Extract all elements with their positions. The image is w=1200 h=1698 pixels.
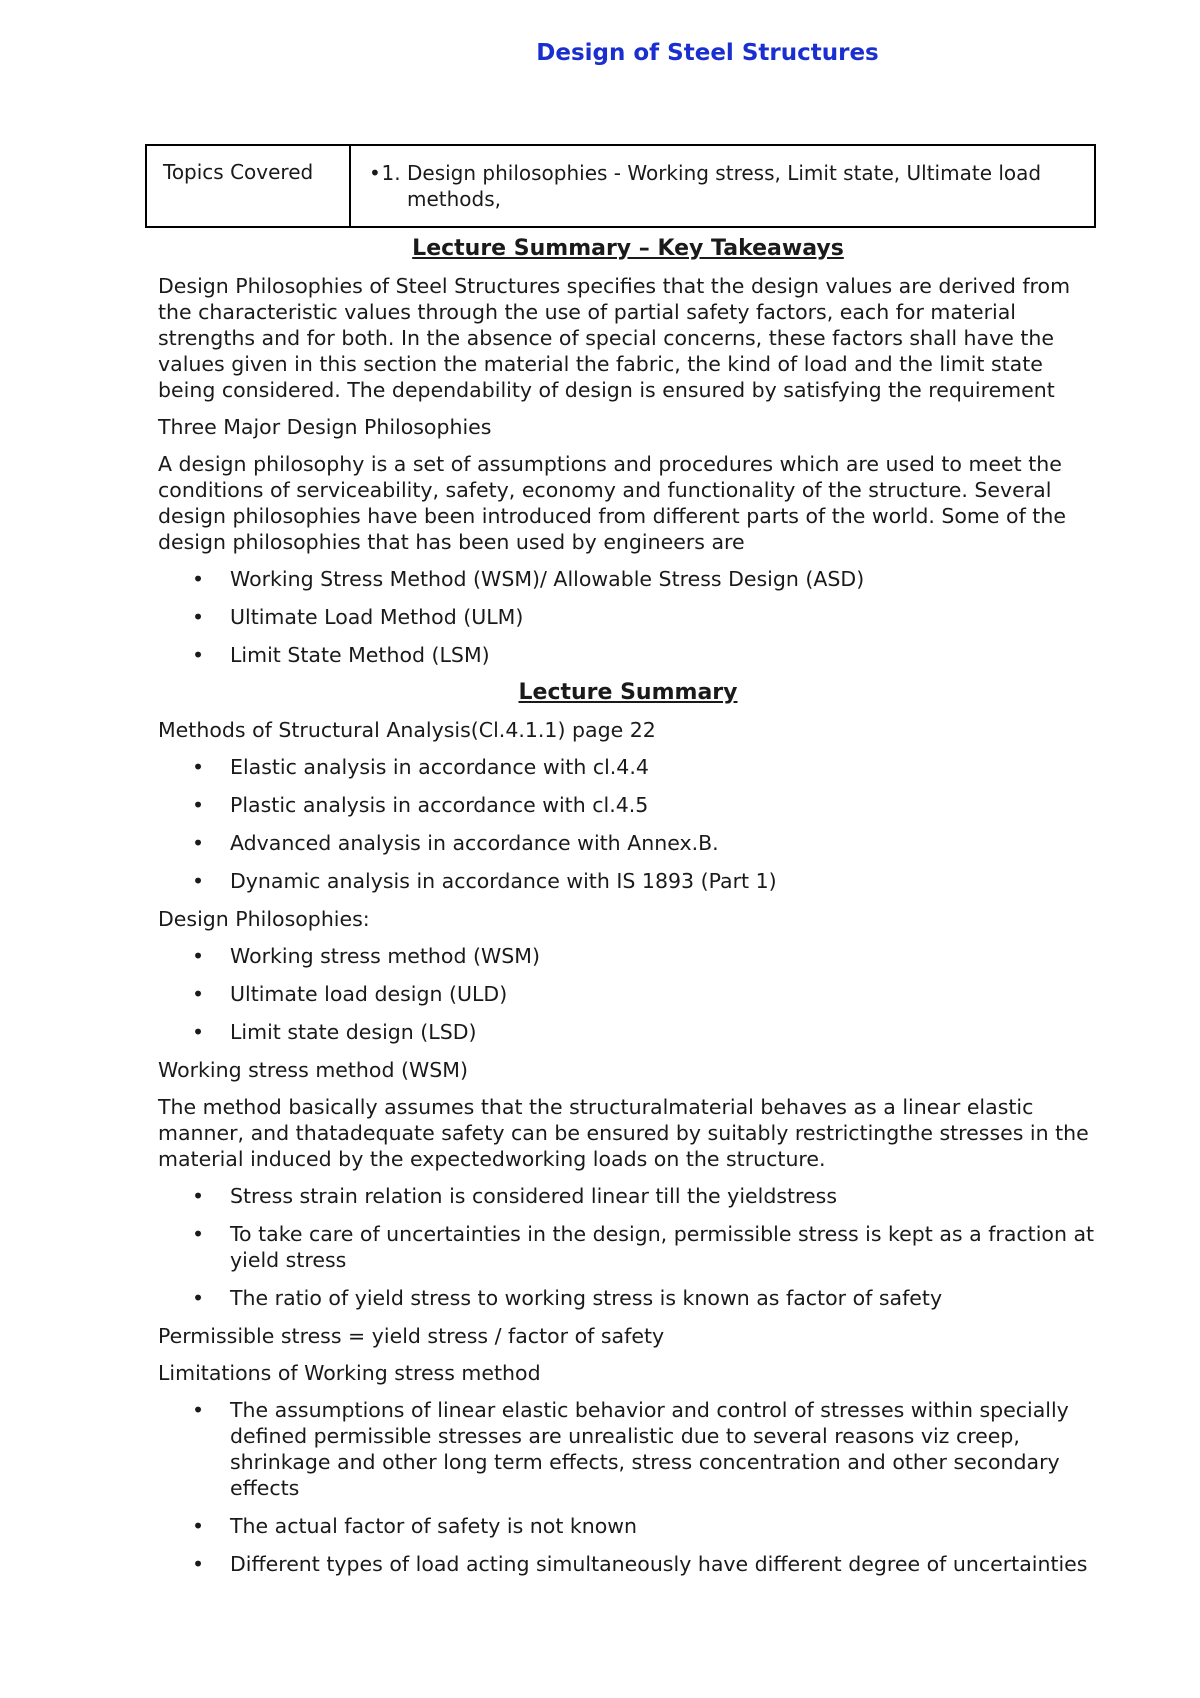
list-item: • Advanced analysis in accordance with Annex.B.: [230, 830, 1098, 856]
page-title: Design of Steel Structures: [536, 40, 879, 66]
paragraph: Working stress method (WSM): [158, 1058, 468, 1082]
paragraph: Permissible stress = yield stress / factor of safety: [158, 1324, 665, 1348]
list-item: • The assumptions of linear elastic behavior and control of stresses within specially defined permissible stresses are unrealistic due to several reasons viz creep, shrinkage and other long term effects, stress concentration and other secondary effects: [230, 1397, 1098, 1501]
list-item: • Limit State Method (LSM): [230, 642, 1098, 668]
paragraph: Design Philosophies of Steel Structures specifies that the design values are derived from the characteristic values through the use of partial safety factors, each for material strengths and for both. In the absence of special concerns, these factors shall have the values given in this section the material the fabric, the kind of load and the limit state being considered. The dependability of design is ensured by satisfying the requirement: [158, 274, 1071, 402]
paragraph: The method basically assumes that the structuralmaterial behaves as a linear elastic manner, and thatadequate safety can be ensured by suitably restrictingthe stresses in the material induced by the expectedworking loads on the structure.: [158, 1095, 1089, 1171]
bullet-list: [158, 566, 1098, 668]
list-item: • Ultimate load design (ULD): [230, 981, 1098, 1007]
bullet-list: [158, 754, 1098, 894]
paragraph: Three Major Design Philosophies: [158, 415, 492, 439]
list-item: • Working Stress Method (WSM)/ Allowable Stress Design (ASD): [230, 566, 1098, 592]
topics-label: Topics Covered: [146, 145, 350, 227]
list-item: • Limit state design (LSD): [230, 1019, 1098, 1045]
bullet-list: [158, 1397, 1098, 1577]
list-item: • The actual factor of safety is not known: [230, 1513, 1098, 1539]
list-item: • The ratio of yield stress to working stress is known as factor of safety: [230, 1285, 1098, 1311]
list-item: • Ultimate Load Method (ULM): [230, 604, 1098, 630]
paragraph: A design philosophy is a set of assumptions and procedures which are used to meet the conditions of serviceability, safety, economy and functionality of the structure. Several design philosophies have been introduced from different parts of the world. Some of the design philosophies that has been used by engineers are: [158, 452, 1066, 554]
section-heading-lecture-summary: Lecture Summary: [518, 680, 738, 705]
bullet-list: [158, 943, 1098, 1045]
paragraph: Methods of Structural Analysis(Cl.4.1.1) page 22: [158, 718, 656, 742]
topics-list: [367, 160, 1078, 212]
topics-list-cell: [350, 145, 1095, 227]
topics-table: [145, 144, 1096, 228]
list-item: • Elastic analysis in accordance with cl.4.4: [230, 754, 1098, 780]
list-item: • Dynamic analysis in accordance with IS 1893 (Part 1): [230, 868, 1098, 894]
paragraph: Design Philosophies:: [158, 907, 370, 931]
list-item: • Stress strain relation is considered linear till the yieldstress: [230, 1183, 1098, 1209]
document-body: [158, 236, 1098, 1589]
list-item: • Different types of load acting simultaneously have different degree of uncertainties: [230, 1551, 1098, 1577]
list-item: • To take care of uncertainties in the design, permissible stress is kept as a fraction at yield stress: [230, 1221, 1098, 1273]
list-item: • Plastic analysis in accordance with cl.4.5: [230, 792, 1098, 818]
bullet-list: [158, 1183, 1098, 1311]
paragraph: Limitations of Working stress method: [158, 1361, 541, 1385]
section-heading-key-takeaways: Lecture Summary – Key Takeaways: [412, 236, 844, 261]
topic-item: • 1. Design philosophies - Working stress, Limit state, Ultimate load methods,: [407, 160, 1078, 212]
list-item: • Working stress method (WSM): [230, 943, 1098, 969]
